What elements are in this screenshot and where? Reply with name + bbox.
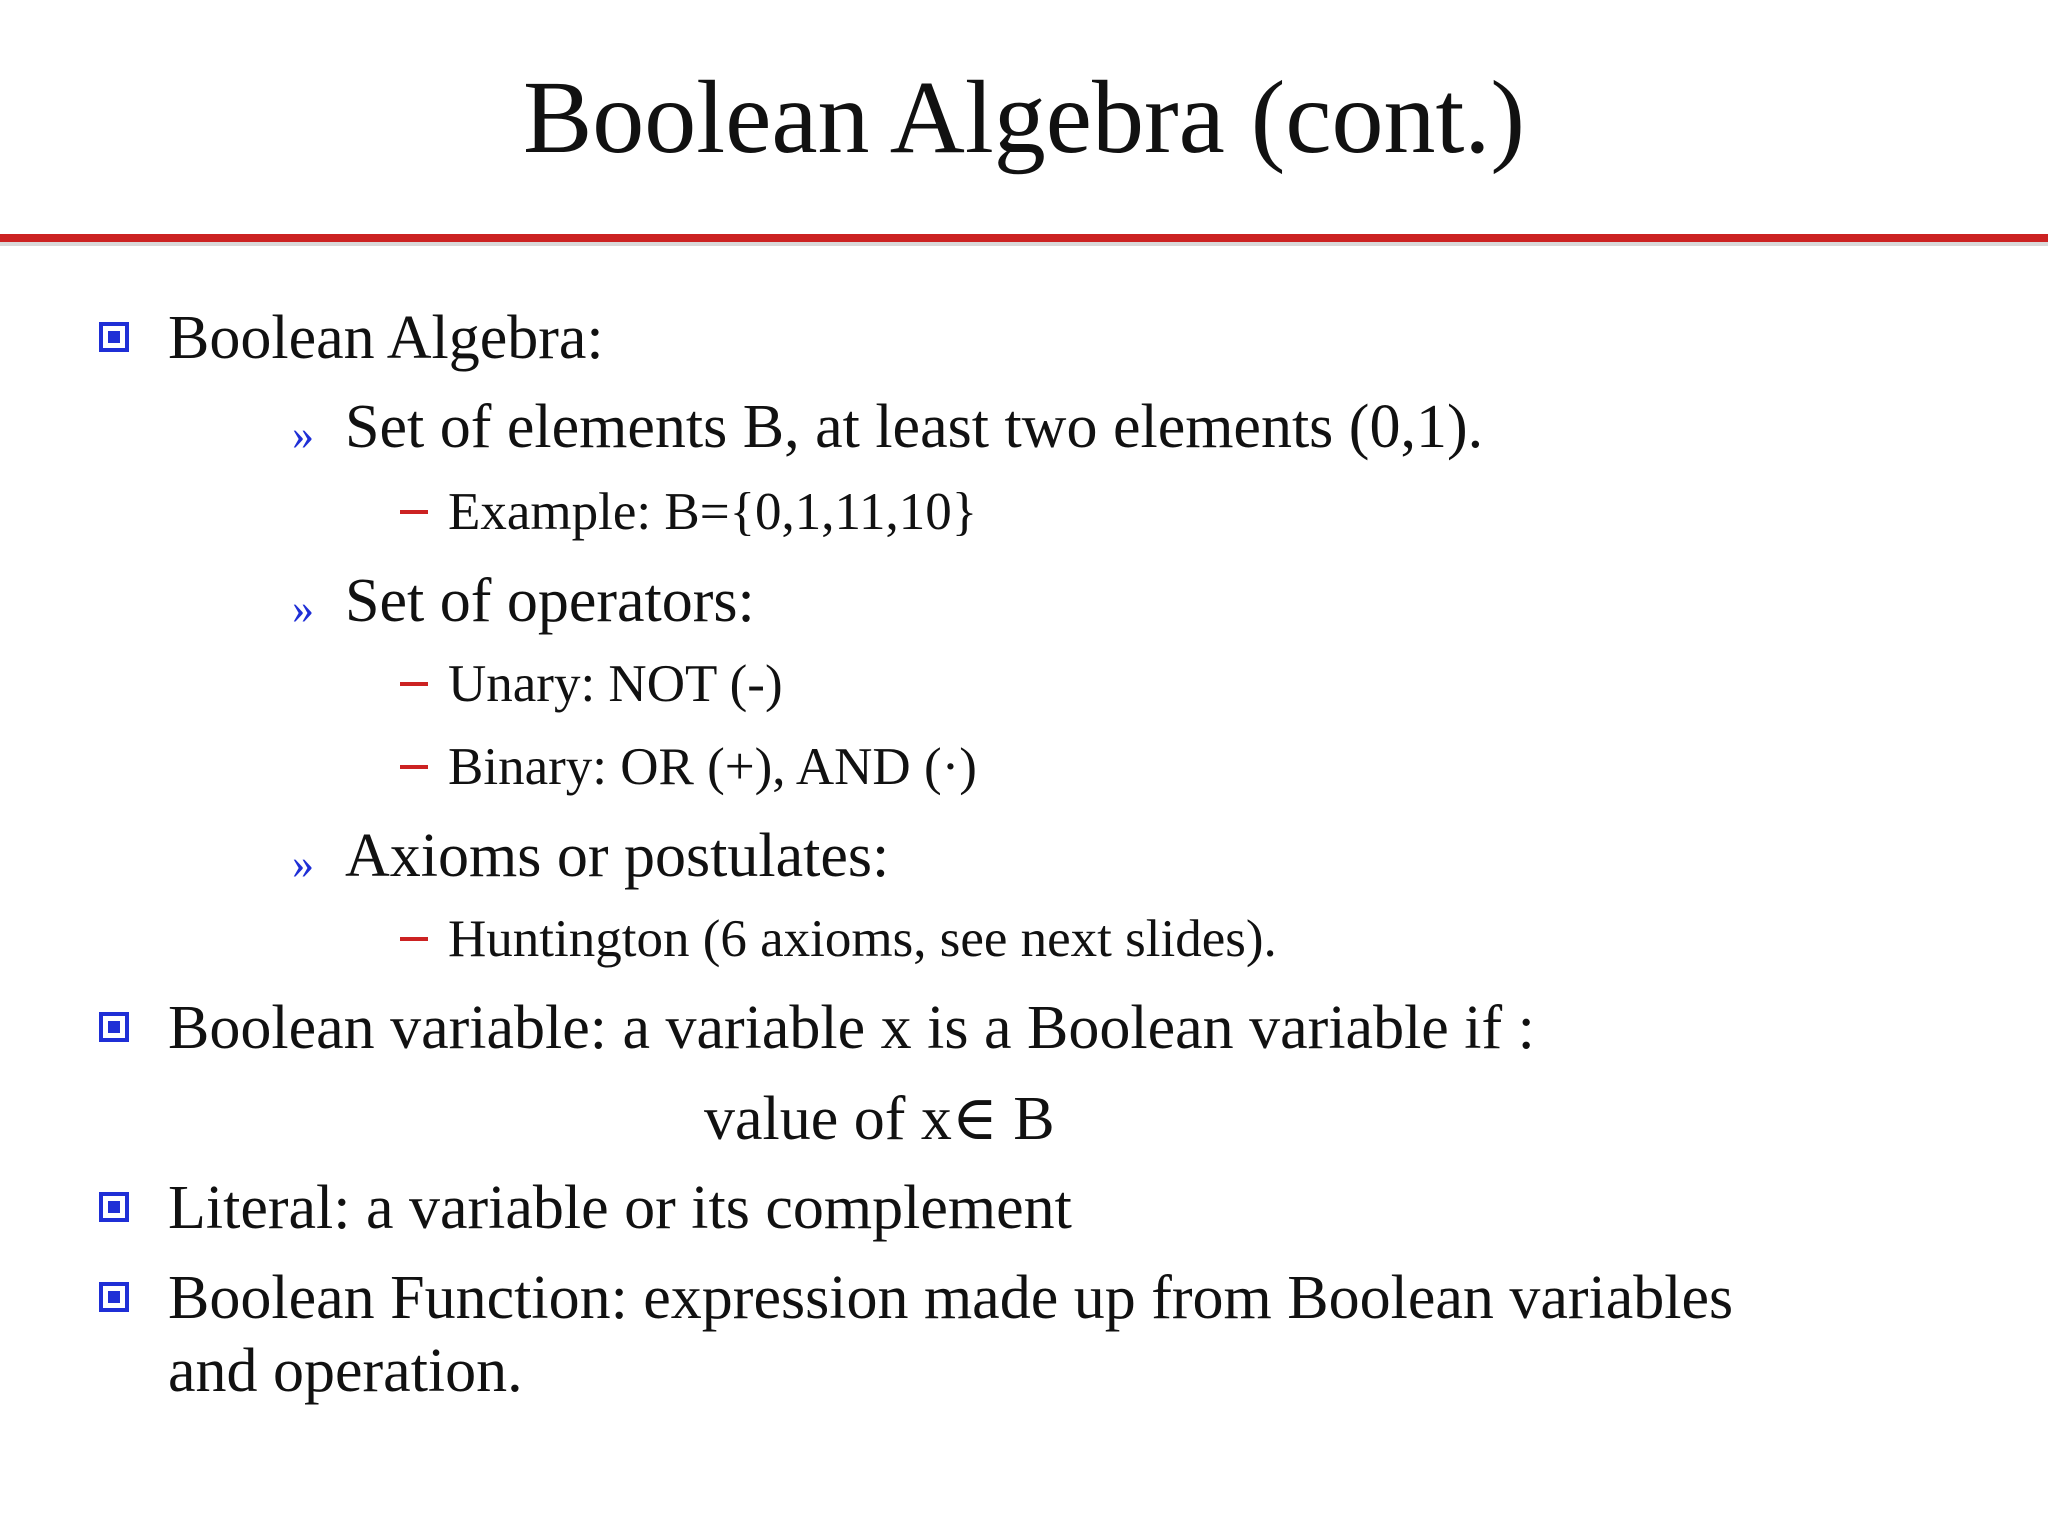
square-bullet-icon (99, 322, 129, 352)
sub-bullet-text: Axioms or postulates: (345, 822, 890, 890)
dash-bullet-icon (400, 765, 428, 769)
bullet-text-continuation: and operation. (168, 1337, 523, 1405)
dash-bullet-icon (400, 937, 428, 941)
sub-sub-bullet-text: Huntington (6 axioms, see next slides). (448, 910, 1277, 968)
title-divider-shadow (0, 242, 2048, 246)
chevron-bullet-icon: » (292, 410, 314, 459)
sub-bullet-text: Set of elements B, at least two elements (0,1). (345, 393, 1484, 461)
bullet-text: Boolean variable: a variable x is a Boolean variable if : (168, 994, 1535, 1062)
sub-sub-bullet-text: Binary: OR (+), AND (·) (448, 738, 977, 796)
bullet-text: Literal: a variable or its complement (168, 1174, 1072, 1242)
sub-sub-bullet-text: Example: B={0,1,11,10} (448, 483, 978, 541)
title-divider (0, 234, 2048, 242)
square-bullet-icon (99, 1192, 129, 1222)
chevron-bullet-icon: » (292, 839, 314, 888)
sub-bullet-text: Set of operators: (345, 567, 755, 635)
square-bullet-icon (99, 1012, 129, 1042)
bullet-text: Boolean Algebra: (168, 304, 604, 372)
bullet-text: Boolean Function: expression made up from Boolean variables (168, 1264, 1734, 1332)
membership-expression: value of x∈ B (704, 1085, 1055, 1153)
slide-title: Boolean Algebra (cont.) (522, 60, 1526, 175)
chevron-bullet-icon: » (292, 584, 314, 633)
sub-sub-bullet-text: Unary: NOT (-) (448, 655, 783, 713)
square-bullet-icon (99, 1282, 129, 1312)
dash-bullet-icon (400, 510, 428, 514)
dash-bullet-icon (400, 682, 428, 686)
